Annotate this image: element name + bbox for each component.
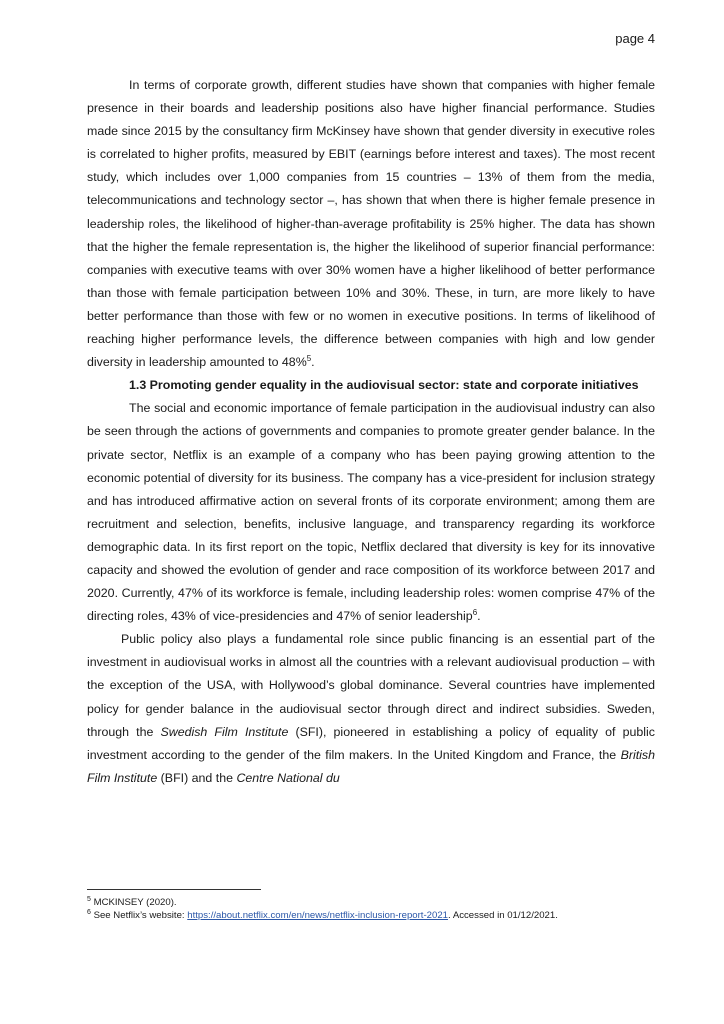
footnote-divider xyxy=(87,889,261,890)
page-number: page 4 xyxy=(615,31,655,46)
footnote-number: 5 xyxy=(87,895,91,903)
paragraph-public-policy xyxy=(87,628,655,790)
italic-swedish-film-institute: Swedish Film Institute xyxy=(160,724,289,739)
paragraph-text: Public policy also plays a fundamental role since public financing is an essential part of the investment in audiovisual works in almost all the countries with a relevant audiovisual production – with the exception of the USA, with Hollywood’s global dominance. Several countries have implemented policy for gender balance in the audiovisual sector through direct and indirect subsidies. Sweden, through the xyxy=(87,632,655,739)
body-text xyxy=(87,74,655,790)
footnote-ref-5[interactable]: 5 xyxy=(306,354,312,363)
footnote-ref-6[interactable]: 6 xyxy=(472,608,478,618)
paragraph-text: The social and economic importance of female participation in the audiovisual industry can also be seen through the actions of governments and companies to promote greater gender balance. In the private sector, Netflix is an example of a company who has been paying growing attention to the economic potential of diversity for its business. The company has a vice-president for inclusion strategy and has introduced affirmative action on several fronts of its corporate environment; among them are recruitment and selection, benefits, inclusive language, and transparency regarding its workforce demographic data. In its first report on the topic, Netflix declared that diversity is key for its innovative capacity and showed the evolution of gender and race composition of its workforce between 2017 and 2020. Currently, 47% of its workforce is female, including leadership roles: women comprise 47% of the directing roles, 43% of vice-presidencies and 47% of senior leadership xyxy=(87,401,655,624)
paragraph-corporate-growth xyxy=(87,74,655,374)
section-heading: 1.3 Promoting gender equality in the audiovisual sector: state and corporate initiatives xyxy=(129,378,639,393)
italic-centre-national: Centre National du xyxy=(236,770,340,785)
paragraph-social-economic xyxy=(87,397,655,628)
paragraph-text: (BFI) and the xyxy=(157,770,237,785)
footnote-text: MCKINSEY (2020). xyxy=(90,897,177,908)
footnotes xyxy=(87,896,667,922)
italic-british-film-institute: British Film Institute xyxy=(87,747,655,785)
footnote-5 xyxy=(87,896,667,909)
netflix-report-link[interactable]: https://about.netflix.com/en/news/netflix-inclusion-report-2021 xyxy=(187,910,449,921)
footnote-6 xyxy=(87,909,667,922)
footnote-number: 6 xyxy=(87,908,91,916)
footnote-text: See Netflix’s website: xyxy=(90,910,188,921)
paragraph-tail: . xyxy=(477,609,481,624)
paragraph-text: In terms of corporate growth, different studies have shown that companies with higher female presence in their boards and leadership positions also have higher financial performance. Studies made since 2015 by the consultancy firm McKinsey have shown that gender diversity in executive roles is correlated to higher profits, measured by EBIT (earnings before interest and taxes). The most recent study, which includes over 1,000 companies from 15 countries – 13% of them from the media, telecommunications and technology sector –, has shown that when there is higher female presence in leadership roles, the likelihood of higher-than-average profitability is 25% higher. The data has shown that the higher the female representation is, the higher the likelihood of superior financial performance: companies with executive teams with over 30% women have a higher likelihood of better performance than those with female participation between 10% and 30%. These, in turn, are more likely to have better performance than those with few or no women in executive positions. In terms of likelihood of reaching higher performance levels, the difference between companies with high and low gender diversity in leadership amounted to 48% xyxy=(87,78,655,370)
paragraph-text: (SFI), pioneered in establishing a policy of equality of public investment according to the gender of the film makers. In the United Kingdom and France, the xyxy=(87,724,655,762)
footnote-text: . Accessed in 01/12/2021. xyxy=(448,910,558,921)
paragraph-tail: . xyxy=(311,355,315,370)
